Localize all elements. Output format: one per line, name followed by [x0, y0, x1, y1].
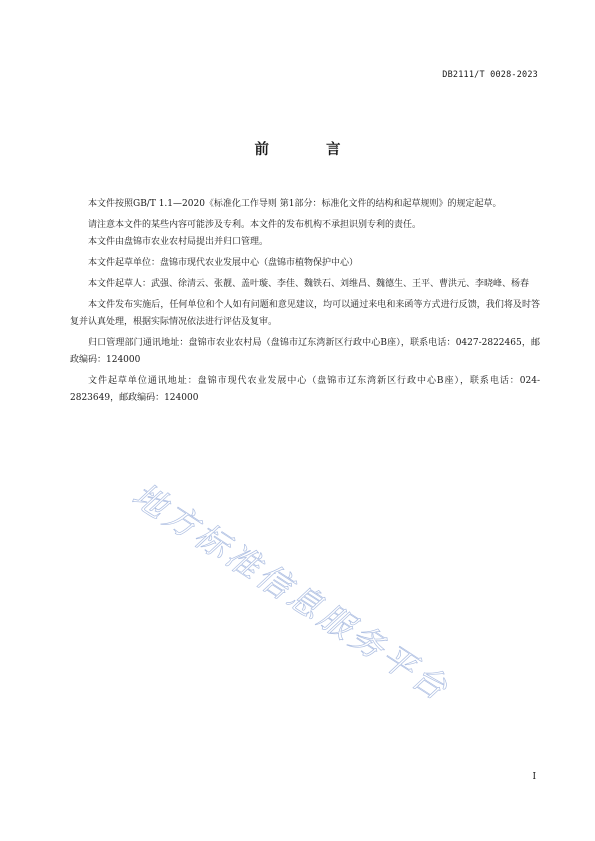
paragraph-drafting-unit: 本文件起草单位：盘锦市现代农业发展中心（盘锦市植物保护中心）: [88, 258, 359, 268]
foreword-body: [70, 196, 540, 407]
watermark-text: 地方标准信息服务平台: [125, 475, 458, 710]
paragraph-patent-notice: 请注意本文件的某些内容可能涉及专利。本文件的发布机构不承担识别专利的责任。: [88, 220, 422, 230]
page-title: 前 言: [254, 142, 367, 158]
paragraph-drafter-address: 文件起草单位通讯地址：盘锦市现代农业发展中心（盘锦市辽东湾新区行政中心B座），联系电话：024-2823649，邮政编码：124000: [70, 376, 540, 403]
paragraph-management-address: 归口管理部门通讯地址：盘锦市农业农村局（盘锦市辽东湾新区行政中心B座），联系电话：0427-2822465，邮政编码：124000: [70, 338, 540, 365]
paragraph-feedback: 本文件发布实施后，任何单位和个人如有问题和意见建议，均可以通过来电和来函等方式进行反馈，我们将及时答复并认真处理，根据实际情况依法进行评估及复审。: [70, 300, 540, 327]
paragraph-drafters: 本文件起草人：武强、徐清云、张靓、盖叶璇、李佳、魏铁石、刘维昌、魏德生、王平、曹洪元、李晓峰、杨春: [88, 279, 530, 289]
page-number: I: [532, 772, 536, 782]
document-number: DB2111/T 0028-2023: [442, 70, 538, 80]
paragraph-proposer: 本文件由盘锦市农业农村局提出并归口管理。: [88, 237, 269, 247]
paragraph-standard-basis: 本文件按照GB/T 1.1—2020《标准化工作导则 第1部分：标准化文件的结构和起草规则》的规定起草。: [88, 199, 502, 209]
